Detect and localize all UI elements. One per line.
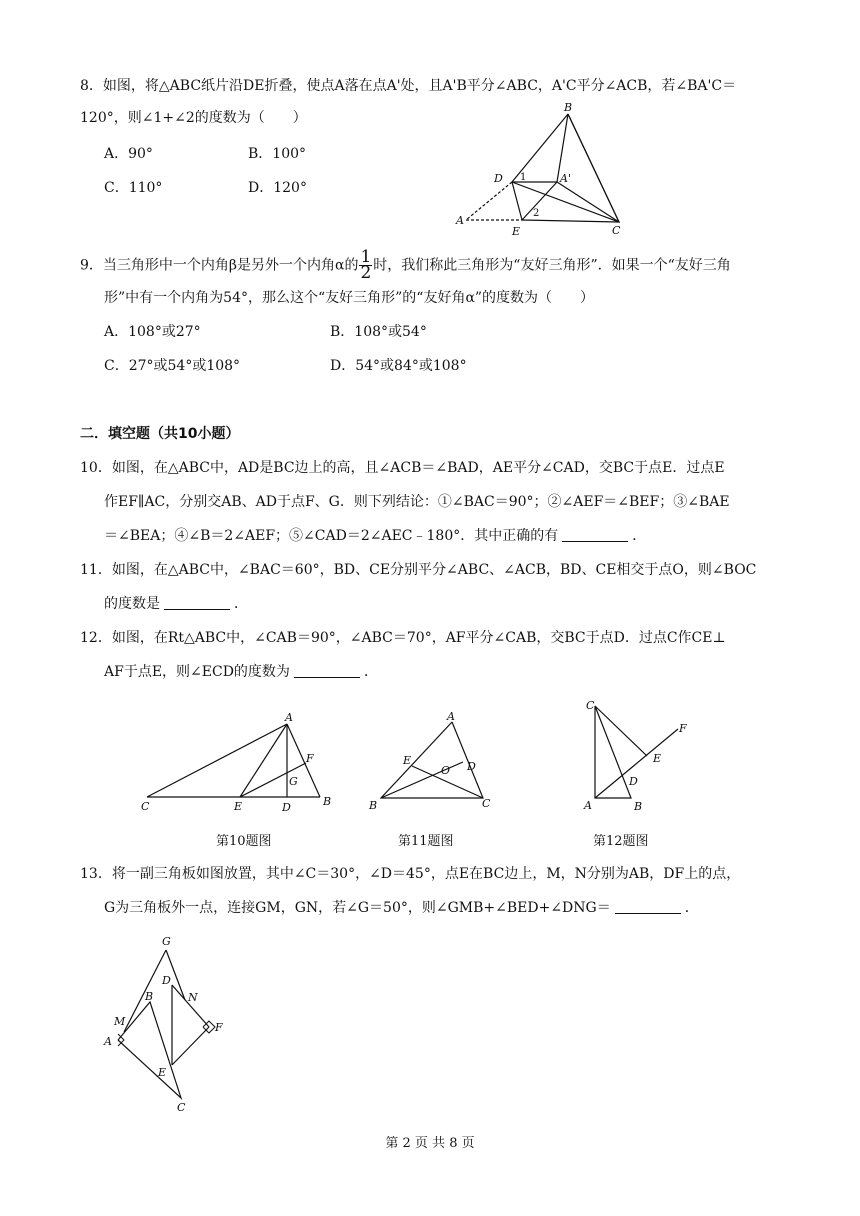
q9-option-d: D．54°或84°或108°: [330, 358, 467, 374]
fig13-label-n: N: [188, 991, 198, 1004]
q9-frac-num: 1: [360, 247, 372, 267]
q9-frac-den: 2: [360, 263, 372, 283]
figure-12: [575, 694, 700, 819]
q13-line2-text: G为三角板外一点，连接GM，GN，若∠G＝50°，则∠GMB+∠BED+∠DNG＝: [104, 900, 611, 916]
q9-option-c: C．27°或54°或108°: [104, 358, 241, 374]
q12-line2-end: ．: [363, 664, 378, 680]
q9-line1: [80, 247, 731, 283]
q8-label-d: D: [494, 172, 503, 185]
q8-option-c: C．110°: [104, 180, 163, 196]
q12-line2: [104, 662, 378, 682]
fig11-label-a: A: [447, 710, 455, 723]
q11-line2-end: ．: [234, 596, 248, 612]
q8-option-d: D．120°: [248, 180, 307, 196]
fig12-label-f: F: [679, 722, 687, 735]
fig13-label-b: B: [145, 990, 154, 1003]
figure-13: [98, 930, 238, 1120]
q9-line1-pre: 9．当三角形中一个内角β是另外一个内角α的: [80, 257, 359, 274]
q10-line3: [104, 526, 646, 546]
q10-line1: 10．如图，在△ABC中，AD是BC边上的高，且∠ACB＝∠BAD，AE平分∠CAD，交BC于点E．过点E: [80, 460, 725, 476]
q9-option-a: A．108°或27°: [104, 324, 201, 340]
page-footer: 第 2 页 共 8 页: [385, 1136, 475, 1151]
q9-fraction: [359, 247, 372, 283]
q13-answer-blank: [615, 899, 681, 914]
q10-line3-text: ＝∠BEA；④∠B＝2∠AEF；⑤∠CAD＝2∠AEC﹣180°．其中正确的有: [104, 528, 559, 544]
fig13-label-e: E: [158, 1066, 167, 1079]
q8-option-a: A．90°: [104, 146, 153, 162]
fig12-label-c: C: [586, 699, 595, 712]
q8-option-b: B．100°: [248, 146, 307, 162]
fig13-label-f: F: [215, 1021, 223, 1034]
caption-figure-10: 第10题图: [216, 834, 272, 849]
q9-line2: 形”中有一个内角为54°，那么这个“友好三角形”的“友好角α”的度数为（ ）: [104, 290, 595, 306]
section-title: 二．填空题（共10小题）: [80, 426, 240, 442]
fig10-label-c: C: [141, 800, 150, 813]
q8-label-c: C: [612, 224, 621, 237]
q12-line1: 12．如图，在Rt△ABC中，∠CAB＝90°，∠ABC＝70°，AF平分∠CAB，交BC于点D．过点C作CE⊥: [80, 630, 726, 646]
q8-figure: [450, 98, 640, 240]
q9-line1-post: 时，我们称此三角形为“友好三角形”．如果一个“友好三角: [373, 257, 731, 274]
figure-10: [135, 710, 340, 820]
q13-line2: [104, 898, 699, 918]
fig12-label-d: D: [629, 775, 638, 788]
fig10-label-e: E: [234, 800, 243, 813]
fig10-label-f: F: [306, 752, 314, 765]
fig11-label-d: D: [467, 760, 476, 773]
fig11-label-e: E: [403, 754, 412, 767]
fig13-label-m: M: [114, 1015, 126, 1028]
q11-line2-text: 的度数是: [104, 596, 160, 612]
fig12-label-b: B: [634, 800, 643, 813]
q10-line2: 作EF∥AC，分别交AB、AD于点F、G．则下列结论：①∠BAC＝90°；②∠AEF＝∠BEF；③∠BAE: [104, 494, 730, 510]
fig10-label-b: B: [323, 795, 332, 808]
q8-label-e: E: [512, 225, 521, 238]
q11-answer-blank: [164, 595, 230, 610]
fig10-label-a: A: [285, 711, 293, 724]
q12-answer-blank: [294, 663, 360, 678]
figure-11: [365, 706, 505, 816]
q12-line2-text: AF于点E，则∠ECD的度数为: [104, 664, 290, 680]
q10-answer-blank: [562, 527, 628, 542]
q8-line2: 120°，则∠1+∠2的度数为（ ）: [80, 110, 307, 126]
fig13-label-g: G: [162, 935, 171, 948]
fig12-label-a: A: [584, 799, 592, 812]
fig11-label-c: C: [482, 797, 491, 810]
caption-figure-11: 第11题图: [398, 834, 454, 849]
q13-line2-end: ．: [684, 900, 699, 916]
q8-label-angle1: 1: [520, 172, 527, 183]
caption-figure-12: 第12题图: [593, 834, 649, 849]
fig13-label-c: C: [177, 1101, 186, 1114]
fig10-label-g: G: [289, 775, 298, 788]
fig13-label-a: A: [104, 1035, 112, 1048]
q8-label-a-prime: A': [560, 172, 571, 185]
q13-line1: 13．将一副三角板如图放置，其中∠C＝30°，∠D＝45°，点E在BC边上，M，N分别为AB，DF上的点，: [80, 866, 741, 882]
q9-option-b: B．108°或54°: [330, 324, 427, 340]
q10-line3-end: ．: [632, 528, 647, 544]
q8-line1: 8．如图，将△ABC纸片沿DE折叠，使点A落在点A'处，且A'B平分∠ABC，A'C平分∠ACB，若∠BA'C＝: [80, 78, 737, 94]
fig12-label-e: E: [653, 752, 662, 765]
fig11-label-o: O: [441, 764, 451, 777]
fig10-label-d: D: [282, 801, 291, 814]
fig13-label-d: D: [162, 974, 171, 987]
q11-line2: [104, 594, 248, 614]
q8-label-a: A: [456, 214, 464, 227]
q8-label-b: B: [564, 101, 573, 114]
fig11-label-b: B: [369, 799, 378, 812]
q11-line1: 11．如图，在△ABC中，∠BAC＝60°，BD、CE分别平分∠ABC、∠ACB，BD、CE相交于点O，则∠BOC: [80, 562, 757, 578]
q8-label-angle2: 2: [533, 208, 540, 219]
